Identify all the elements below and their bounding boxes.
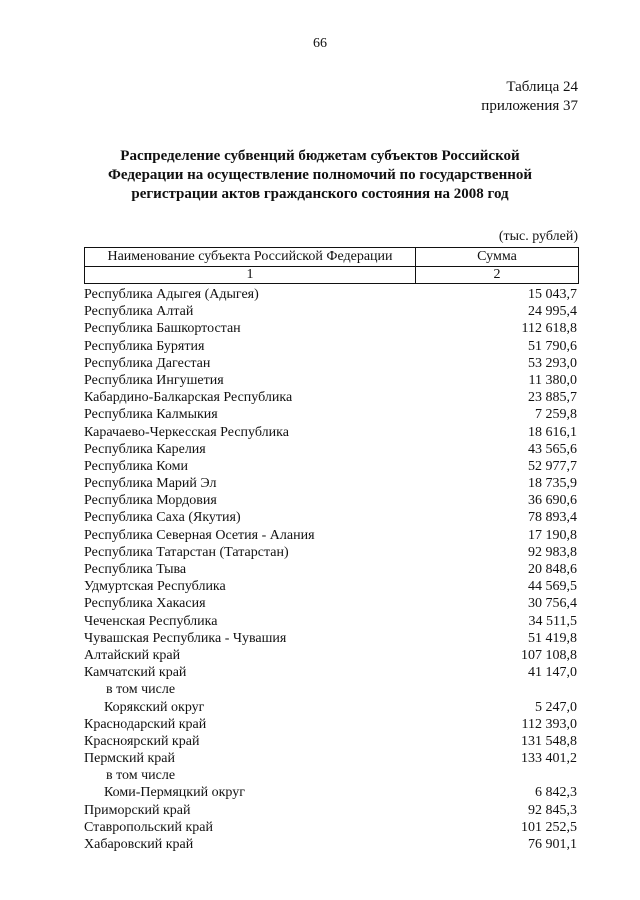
subject-name: Приморский край (84, 802, 191, 818)
table-row (84, 544, 577, 561)
subject-name: Чувашская Республика - Чувашия (84, 630, 287, 646)
table-row (84, 424, 577, 441)
table-row (84, 458, 577, 475)
subvention-amount: 44 569,5 (528, 579, 577, 595)
subvention-amount: 18 616,1 (528, 424, 577, 440)
column-header-sum: Сумма (477, 249, 517, 264)
subject-name: Республика Алтай (84, 304, 194, 320)
subvention-amount: 92 845,3 (528, 802, 577, 818)
table-row (84, 767, 577, 784)
column-number-row (84, 266, 579, 284)
subject-name: Республика Калмыкия (84, 407, 218, 423)
subject-name: Республика Татарстан (Татарстан) (84, 544, 289, 560)
table-row (84, 561, 577, 578)
subject-name: Коми-Пермяцкий округ (104, 785, 245, 801)
subvention-amount: 20 848,6 (528, 562, 577, 577)
subject-name: в том числе (106, 682, 176, 698)
subject-name: Пермский край (84, 751, 175, 767)
subvention-amount (467, 767, 577, 784)
subject-name: Красноярский край (84, 733, 200, 749)
table-row (84, 303, 577, 320)
subvention-amount: 76 901,1 (528, 837, 577, 852)
table-row (84, 320, 577, 337)
page-number: 66 (313, 36, 327, 51)
subvention-amount: 36 690,6 (528, 493, 577, 509)
subvention-amount (467, 681, 577, 698)
subvention-amount: 101 252,5 (521, 819, 577, 835)
subvention-amount: 5 247,0 (535, 699, 577, 715)
subject-name: Ставропольский край (84, 819, 213, 835)
table-row (84, 819, 577, 836)
subvention-amount: 41 147,0 (528, 665, 577, 681)
table-row (84, 475, 577, 492)
subject-name: Республика Северная Осетия - Алания (84, 527, 315, 543)
subject-name: Республика Башкортостан (84, 321, 241, 337)
subject-name: Чеченская Республика (84, 613, 218, 629)
subvention-amount: 23 885,7 (528, 390, 577, 406)
units-label: (тыс. рублей) (498, 229, 578, 244)
subvention-amount: 107 108,8 (521, 647, 577, 663)
subject-name: в том числе (106, 768, 176, 784)
subvention-amount: 15 043,7 (528, 287, 577, 302)
table-row (84, 716, 577, 733)
table-header (84, 247, 579, 267)
subject-name: Республика Тыва (84, 562, 187, 577)
table-row (84, 355, 577, 372)
table-row (84, 595, 577, 612)
table-row (84, 406, 577, 423)
table-row (84, 286, 577, 303)
table-row (84, 733, 577, 750)
table-row (84, 784, 577, 801)
column-header-name: Наименование субъекта Российской Федерации (85, 248, 416, 266)
table-row (84, 802, 577, 819)
table-row (84, 750, 577, 767)
table-body (84, 286, 577, 853)
subject-name: Республика Адыгея (Адыгея) (84, 287, 259, 302)
subject-name: Корякский округ (104, 699, 205, 715)
subject-name: Республика Бурятия (84, 338, 205, 354)
table-row (84, 441, 577, 458)
subvention-amount: 6 842,3 (535, 785, 577, 801)
subject-name: Республика Саха (Якутия) (84, 510, 241, 526)
table-reference-line-2: приложения 37 (481, 98, 578, 114)
subject-name: Удмуртская Республика (84, 579, 226, 595)
subject-name: Республика Дагестан (84, 355, 211, 371)
subvention-amount: 7 259,8 (535, 407, 577, 423)
table-row (84, 647, 577, 664)
subvention-amount: 30 756,4 (528, 596, 577, 612)
table-row (84, 613, 577, 630)
subvention-amount: 133 401,2 (521, 751, 577, 767)
table-row (84, 389, 577, 406)
subvention-amount: 112 618,8 (521, 321, 577, 337)
table-row (84, 492, 577, 509)
table-row (84, 699, 577, 716)
subvention-amount: 24 995,4 (528, 304, 577, 320)
table-row (84, 509, 577, 526)
document-title: Распределение субвенций бюджетам субъектов Российской Федерации на осуществление полномочий по государственной регистрации актов гражданского состояния на 2008 год (108, 148, 532, 202)
subvention-amount: 78 893,4 (528, 510, 577, 526)
subject-name: Кабардино-Балкарская Республика (84, 390, 293, 406)
subvention-amount: 18 735,9 (528, 476, 577, 492)
table-row (84, 681, 577, 698)
column-number-2: 2 (493, 267, 501, 282)
subvention-amount: 34 511,5 (528, 613, 577, 629)
subject-name: Карачаево-Черкесская Республика (84, 424, 289, 440)
subvention-amount: 131 548,8 (521, 733, 577, 749)
table-row (84, 664, 577, 681)
table-row (84, 527, 577, 544)
table-row (84, 338, 577, 355)
subject-name: Камчатский край (84, 665, 187, 681)
table-row (84, 836, 577, 853)
subject-name: Республика Мордовия (84, 493, 217, 509)
subvention-amount: 11 380,0 (528, 372, 577, 388)
table-reference-line-1: Таблица 24 (506, 79, 578, 95)
subject-name: Республика Карелия (84, 441, 206, 457)
subject-name: Республика Ингушетия (84, 372, 224, 388)
subvention-amount: 92 983,8 (528, 544, 577, 560)
subvention-amount: 51 790,6 (528, 338, 577, 354)
subject-name: Республика Коми (84, 458, 188, 474)
subject-name: Республика Марий Эл (84, 476, 217, 492)
subvention-amount: 51 419,8 (528, 630, 577, 646)
table-row (84, 578, 577, 595)
subvention-amount: 53 293,0 (528, 355, 577, 371)
table-row (84, 372, 577, 389)
table-reference (481, 78, 578, 116)
table-row (84, 630, 577, 647)
subject-name: Алтайский край (84, 647, 181, 663)
subject-name: Хабаровский край (84, 837, 194, 852)
subvention-amount: 17 190,8 (528, 527, 577, 543)
subject-name: Краснодарский край (84, 716, 207, 732)
subvention-amount: 112 393,0 (521, 716, 577, 732)
subject-name: Республика Хакасия (84, 596, 206, 612)
column-number-1: 1 (85, 266, 416, 283)
subvention-amount: 43 565,6 (528, 441, 577, 457)
subvention-amount: 52 977,7 (528, 458, 577, 474)
